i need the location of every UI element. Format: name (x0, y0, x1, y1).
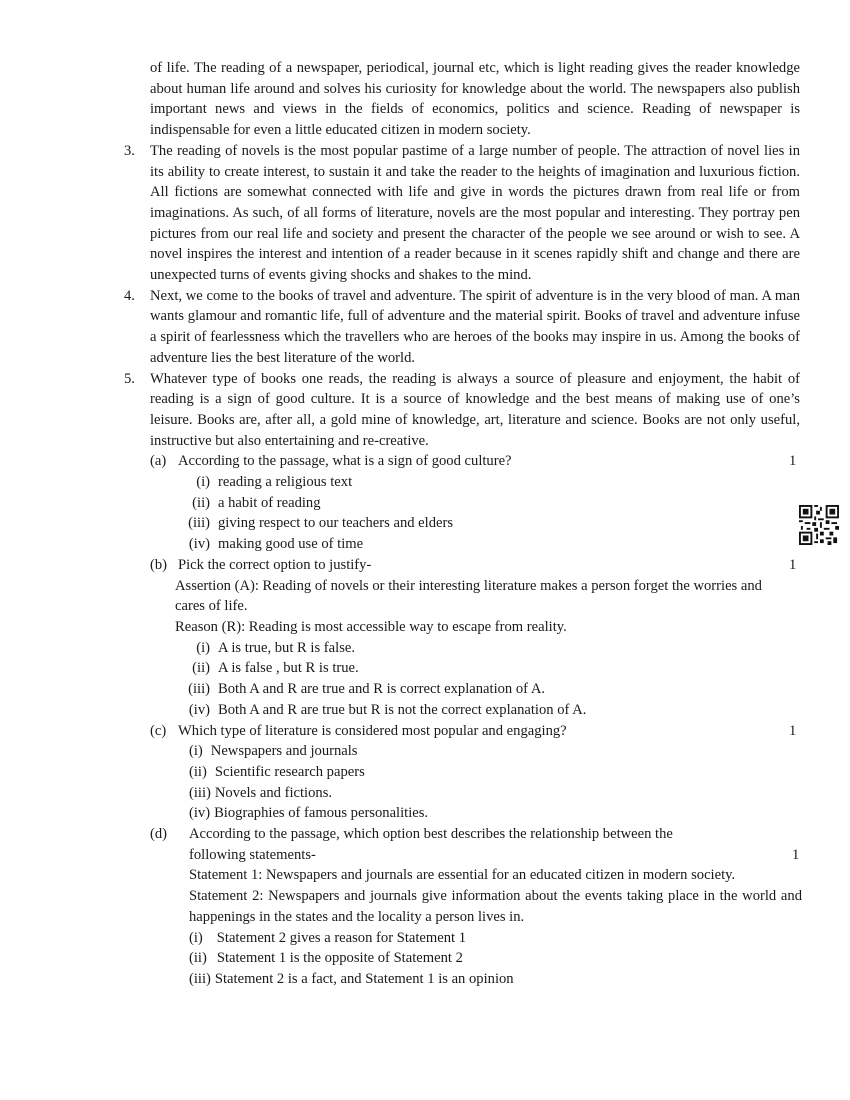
option (0, 928, 850, 949)
option-text: giving respect to our teachers and elders (218, 515, 454, 532)
option (0, 638, 850, 659)
paragraph-number: 5. (124, 370, 135, 387)
question-d (0, 824, 850, 845)
option-label: (iv) (188, 536, 210, 553)
question-c (0, 721, 850, 742)
question-marks: 1 (792, 846, 800, 863)
reason-text: Reason (R): Reading is most accessible way to escape from reality. (175, 618, 567, 635)
option-label: (i) (196, 639, 210, 656)
question-marks: 1 (789, 453, 797, 470)
option-text: Scientific research papers (214, 763, 365, 780)
qr-code-icon (799, 505, 839, 545)
intro-paragraph: of life. The reading of a newspaper, periodical, journal etc, which is light reading gives the reader knowledge about human life around and solves his curiosity for knowledge about the world. The newspapers also publish important news and views in the fields of economics, politics and science. Reading of newspaper is indispensable for even a little educated citizen in modern society. (150, 60, 800, 139)
option (0, 969, 850, 990)
option-label: (i) (189, 743, 203, 760)
option (0, 513, 850, 534)
option-text: A is false , but R is true. (218, 660, 359, 677)
option-label: (iv) (189, 805, 211, 822)
option-text: a habit of reading (218, 494, 321, 511)
option-text: Statement 2 is a fact, and Statement 1 is an opinion (214, 970, 514, 987)
option-text: Newspapers and journals (210, 743, 358, 760)
question-a-options (0, 472, 850, 555)
option-label: (iii) (188, 515, 210, 532)
question-text-continued: following statements- (189, 846, 316, 863)
option-label: (ii) (189, 763, 207, 780)
paragraph-text: Whatever type of books one reads, the reading is always a source of pleasure and enjoyment, the habit of reading is a sign of good culture. It is a source of knowledge and the best means of making use of one’s leisure. Books are, after all, a gold mine of knowledge, art, literature and science. Books are not only useful, instructive but also entertaining and re-creative. (150, 370, 800, 449)
option (0, 679, 850, 700)
option (0, 534, 850, 555)
option-text: making good use of time (218, 536, 364, 553)
option-text: Both A and R are true but R is not the correct explanation of A. (218, 701, 587, 718)
paragraph-4 (124, 286, 800, 369)
question-d-options (0, 928, 850, 990)
option (0, 741, 850, 762)
option-label: (iii) (189, 970, 211, 987)
option-text: reading a religious text (218, 474, 353, 491)
question-text: According to the passage, what is a sign of good culture? (178, 453, 512, 470)
question-marks: 1 (789, 556, 797, 573)
paragraph-text: Next, we come to the books of travel and adventure. The spirit of adventure is in the very blood of man. A man wants glamour and romantic life, full of adventure and the material spirit. Books of travel and adventure infuse a spirit of fearlessness which the travellers who are heroes of the books may inspire in us. Among the books of adventure lies the best literature of the world. (150, 287, 800, 366)
option (0, 783, 850, 804)
option-label: (i) (196, 474, 210, 491)
option-text: Both A and R are true and R is correct explanation of A. (218, 681, 546, 698)
option-label: (i) (189, 929, 203, 946)
paragraph-number: 3. (124, 142, 135, 159)
option-label: (iii) (188, 681, 210, 698)
question-b (0, 555, 850, 576)
paragraph-text: The reading of novels is the most popular pastime of a large number of people. The attraction of novel lies in its ability to create interest, to sustain it and take the reader to the heights of imagination and luxurious fiction. All fictions are somewhat connected with life and give in words the pictures drawn from real life or from imaginations. As such, of all forms of literature, novels are the most popular and interesting. They portray pen pictures from our real life and society and present the character of the people we see around or wish to see. A novel inspires the interest and intention of a reader because in it scenes rapidly shift and change and there are unexpected turns of events giving shocks and shakes to the mind. (150, 142, 800, 284)
option (0, 762, 850, 783)
question-label: (a) (150, 453, 167, 470)
option-label: (iii) (189, 784, 211, 801)
question-text: According to the passage, which option best describes the relationship between the (189, 826, 673, 843)
option-text: A is true, but R is false. (218, 639, 356, 656)
option (0, 493, 850, 514)
statement-2: Statement 2: Newspapers and journals give information about the events taking place in the world and happenings in the states and the locality a person lives in. (189, 888, 802, 925)
option-label: (ii) (192, 660, 210, 677)
option-text: Statement 2 gives a reason for Statement 1 (216, 929, 467, 946)
option (0, 948, 850, 969)
question-d-line2 (0, 845, 850, 866)
option (0, 700, 850, 721)
option (0, 658, 850, 679)
option-label: (iv) (188, 701, 210, 718)
question-label: (d) (150, 826, 168, 843)
question-text: Pick the correct option to justify- (178, 556, 372, 573)
question-c-options (0, 741, 850, 824)
question-b-options (0, 638, 850, 721)
option-text: Novels and fictions. (214, 784, 333, 801)
option-label: (ii) (192, 494, 210, 511)
option (0, 472, 850, 493)
question-text: Which type of literature is considered most popular and engaging? (178, 722, 567, 739)
paragraph-number: 4. (124, 287, 135, 304)
question-label: (c) (150, 722, 167, 739)
paragraph-3 (124, 141, 800, 286)
statement-1: Statement 1: Newspapers and journals are essential for an educated citizen in modern society. (189, 867, 736, 884)
option (0, 803, 850, 824)
option-text: Statement 1 is the opposite of Statement 2 (216, 950, 463, 967)
question-label: (b) (150, 556, 168, 573)
assertion-text: Assertion (A): Reading of novels or their interesting literature makes a person forget the worries and cares of life. (175, 577, 762, 615)
paragraph-5 (124, 369, 800, 452)
document-page (0, 58, 850, 990)
question-marks: 1 (789, 722, 797, 739)
question-a (0, 451, 850, 472)
option-text: Biographies of famous personalities. (214, 805, 429, 822)
option-label: (ii) (189, 950, 207, 967)
